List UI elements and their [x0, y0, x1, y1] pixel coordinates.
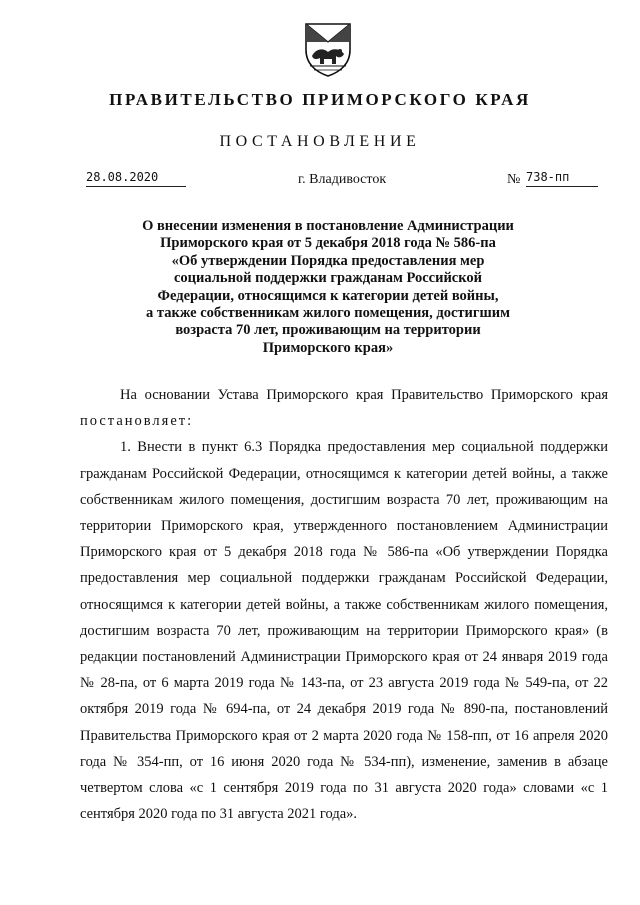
document-body	[80, 382, 608, 827]
document-meta	[0, 170, 640, 192]
subject-line: Приморского края»	[262, 339, 394, 356]
subject-line: «Об утверждении Порядка предоставления мер	[171, 252, 485, 269]
document-date: 28.08.2020	[86, 170, 186, 187]
subject-line: Федерации, относящимся к категории детей войны,	[157, 287, 499, 304]
preamble-verb: постановляет:	[80, 413, 194, 430]
document-number: 738-пп	[526, 170, 598, 187]
preamble-paragraph	[80, 382, 608, 434]
document-type: ПОСТАНОВЛЕНИЕ	[219, 133, 421, 150]
number-sign: №	[507, 172, 521, 187]
preamble-text: На основании Устава Приморского края Правительство Приморского края	[120, 387, 608, 403]
subject-line: О внесении изменения в постановление Администрации	[142, 218, 514, 234]
document-subject	[128, 218, 528, 357]
subject-line: Приморского края от 5 декабря 2018 года № 586-па	[160, 235, 496, 252]
subject-line: социальной поддержки гражданам Российской	[174, 270, 482, 287]
government-title: ПРАВИТЕЛЬСТВО ПРИМОРСКОГО КРАЯ	[109, 90, 531, 109]
document-city: г. Владивосток	[298, 172, 387, 187]
primorsky-krai-coat-of-arms-icon	[302, 18, 354, 78]
item-1-paragraph: 1. Внести в пункт 6.3 Порядка предоставления мер социальной поддержки гражданам Российской Федерации, относящимся к категории детей войны, а также собственникам жилого помещения, достигшим возраста 70 лет, проживающим на территории Приморского края, утвержденного постановлением Администрации Приморского края от 5 декабря 2018 года № 586-па «Об утверждении Порядка предоставления мер социальной поддержки гражданам Российской Федерации, относящимся к категории детей войны, а также собственникам жилого помещения, достигшим возраста 70 лет, проживающим на территории Приморского края» (в редакции постановлений Администрации Приморского края от 24 января 2019 года № 28-па, от 6 марта 2019 года № 143-па, от 23 августа 2019 года № 549-па, от 22 октября 2019 года № 694-па, от 24 декабря 2019 года № 890-па, постановлений Правительства Приморского края от 2 марта 2020 года № 158-пп, от 16 апреля 2020 года № 354-пп, от 16 июня 2020 года № 534-пп), изменение, заменив в абзаце четвертом слова «с 1 сентября 2019 года по 31 августа 2020 года» словами «с 1 сентября 2020 года по 31 августа 2021 года».	[80, 439, 608, 823]
subject-line: возраста 70 лет, проживающим на территории	[175, 322, 481, 339]
subject-line: а также собственникам жилого помещения, достигшим	[146, 305, 510, 322]
